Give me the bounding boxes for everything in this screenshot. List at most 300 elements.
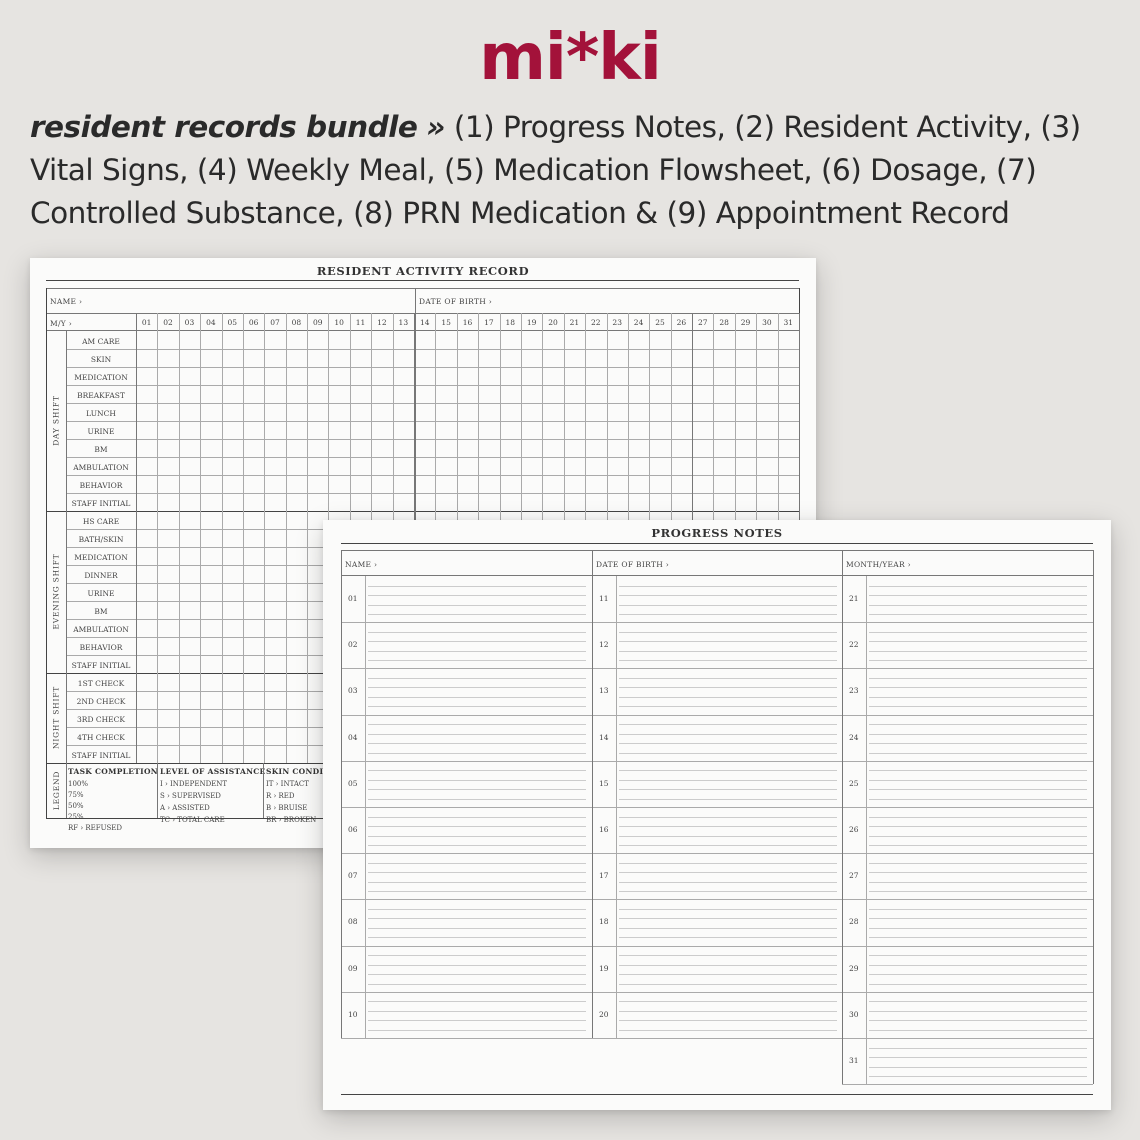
rule xyxy=(869,817,1087,818)
entry-number: 17 xyxy=(599,871,609,881)
entry-number: 22 xyxy=(849,640,859,650)
rule xyxy=(842,946,1093,947)
rule xyxy=(157,313,158,763)
entry-number: 26 xyxy=(849,825,859,834)
rule xyxy=(619,614,837,615)
rule xyxy=(592,622,843,623)
entry-number: 07 xyxy=(348,871,358,881)
rule xyxy=(46,280,799,281)
rule xyxy=(368,724,586,725)
rule xyxy=(619,586,837,587)
rule xyxy=(341,543,1093,544)
brand-logo: mi*ki xyxy=(479,21,661,95)
rule xyxy=(619,706,837,707)
day-header: 15 xyxy=(441,318,451,327)
rule xyxy=(368,632,586,633)
rule xyxy=(264,313,265,763)
section-label: NIGHT SHIFT xyxy=(51,685,61,750)
rule xyxy=(46,288,799,289)
rule xyxy=(619,937,837,938)
rule xyxy=(341,575,1093,576)
rule xyxy=(869,651,1087,652)
row-label: URINE xyxy=(87,589,115,598)
day-header: 01 xyxy=(141,318,152,327)
rule xyxy=(842,1084,1093,1085)
entry-number: 16 xyxy=(599,825,609,834)
rule xyxy=(619,780,837,781)
rule xyxy=(869,595,1087,596)
row-label: STAFF INITIAL xyxy=(71,751,131,760)
rule xyxy=(869,984,1087,985)
entry-number: 10 xyxy=(348,1009,358,1019)
sheet-title: PROGRESS NOTES xyxy=(651,526,783,540)
rule xyxy=(368,614,586,615)
rule xyxy=(368,863,586,864)
rule xyxy=(365,576,366,1038)
day-header: 19 xyxy=(526,318,537,327)
rule xyxy=(869,1020,1087,1021)
rule xyxy=(368,826,586,827)
rule xyxy=(341,853,592,854)
rule xyxy=(619,687,837,688)
rule xyxy=(842,899,1093,900)
rule xyxy=(869,1076,1087,1077)
day-header: 29 xyxy=(740,318,751,327)
rule xyxy=(619,1001,837,1002)
entry-number: 23 xyxy=(849,686,859,696)
row-label: STAFF INITIAL xyxy=(71,499,131,508)
day-header: 25 xyxy=(655,318,665,327)
entry-number: 12 xyxy=(599,640,609,650)
rule xyxy=(619,770,837,771)
headline xyxy=(30,106,1120,235)
day-header: 11 xyxy=(355,318,366,327)
entry-number: 11 xyxy=(599,594,609,603)
rule xyxy=(592,550,593,1038)
row-label: BREAKFAST xyxy=(77,391,125,400)
legend-item: R › RED xyxy=(266,792,295,800)
rule xyxy=(619,660,837,661)
day-header: 31 xyxy=(783,318,794,327)
entry-number: 13 xyxy=(599,686,609,696)
day-header: 23 xyxy=(612,318,622,327)
rule xyxy=(869,605,1087,606)
name-label: NAME › xyxy=(50,297,83,306)
rule xyxy=(869,780,1087,781)
day-header: 07 xyxy=(270,318,280,327)
rule xyxy=(869,1067,1087,1068)
my-label: M/Y › xyxy=(50,319,73,328)
rule xyxy=(341,550,342,1038)
rule xyxy=(842,1038,1093,1039)
rule xyxy=(368,836,586,837)
day-header: 05 xyxy=(227,318,237,327)
rule xyxy=(66,493,799,494)
rule xyxy=(66,330,67,763)
legend-item: B › BRUISE xyxy=(266,804,308,812)
row-label: BATH/SKIN xyxy=(78,535,124,544)
rule xyxy=(592,899,843,900)
rule xyxy=(46,313,799,314)
rule xyxy=(869,1057,1087,1058)
day-header: 22 xyxy=(591,318,601,327)
progress-notes-sheet xyxy=(323,520,1111,1110)
rule xyxy=(869,687,1087,688)
row-label: LUNCH xyxy=(86,409,116,418)
dob-label: DATE OF BIRTH › xyxy=(596,560,670,569)
rule xyxy=(869,697,1087,698)
rule xyxy=(616,576,617,1038)
rule xyxy=(66,439,799,440)
headline-items: (1) Progress Notes, (2) Resident Activity, (3) Vital Signs, (4) Weekly Meal, (5) Medication Flowsheet, (6) Dosage, (7) Controlled Substance, (8) PRN Medication & (9) Appointment Record xyxy=(30,110,1081,230)
rule xyxy=(869,678,1087,679)
row-label: AMBULATION xyxy=(73,463,129,472)
rule xyxy=(869,799,1087,800)
legend-title: TASK COMPLETION xyxy=(68,767,158,776)
rule xyxy=(619,955,837,956)
rule xyxy=(869,660,1087,661)
rule xyxy=(66,475,799,476)
entry-number: 30 xyxy=(849,1009,859,1019)
rule xyxy=(619,909,837,910)
rule xyxy=(869,641,1087,642)
legend-item: IT › INTACT xyxy=(266,780,309,788)
rule xyxy=(592,715,843,716)
rule xyxy=(368,965,586,966)
rule xyxy=(200,313,201,763)
rule xyxy=(368,753,586,754)
rule xyxy=(341,899,592,900)
rule xyxy=(869,974,1087,975)
entry-number: 18 xyxy=(599,917,609,927)
rule xyxy=(179,313,180,763)
rule xyxy=(368,872,586,873)
entry-number: 20 xyxy=(599,1009,609,1019)
rule xyxy=(341,807,592,808)
rule xyxy=(619,918,837,919)
rule xyxy=(286,313,287,763)
section-label: DAY SHIFT xyxy=(51,395,61,446)
dob-label: DATE OF BIRTH › xyxy=(419,297,493,306)
rule xyxy=(368,891,586,892)
rule xyxy=(341,668,592,669)
legend-item: 100% xyxy=(68,780,89,788)
rule xyxy=(869,1048,1087,1049)
row-label: HS CARE xyxy=(82,517,120,526)
rule xyxy=(869,1011,1087,1012)
day-header: 04 xyxy=(206,318,216,327)
legend-item: 50% xyxy=(68,802,84,810)
rule xyxy=(869,743,1087,744)
legend-item: I › INDEPENDENT xyxy=(160,780,228,788)
row-label: DINNER xyxy=(84,571,118,580)
day-header: 20 xyxy=(548,318,558,327)
rule xyxy=(368,882,586,883)
rule xyxy=(869,965,1087,966)
rule xyxy=(869,882,1087,883)
row-label: 2ND CHECK xyxy=(76,697,126,706)
row-label: 1ST CHECK xyxy=(77,679,125,688)
rule xyxy=(619,836,837,837)
entry-number: 02 xyxy=(348,640,358,650)
rule xyxy=(619,882,837,883)
rule xyxy=(619,697,837,698)
rule xyxy=(619,928,837,929)
legend-item: 25% xyxy=(68,813,84,821)
entry-number: 08 xyxy=(348,917,358,927)
entry-number: 05 xyxy=(348,778,358,788)
rule xyxy=(619,605,837,606)
row-label: SKIN xyxy=(90,355,112,364)
rule xyxy=(842,668,1093,669)
rule xyxy=(341,992,592,993)
rule xyxy=(842,807,1093,808)
rule xyxy=(368,974,586,975)
rule xyxy=(619,789,837,790)
rule xyxy=(341,622,592,623)
rule xyxy=(368,706,586,707)
rule xyxy=(619,891,837,892)
day-header: 03 xyxy=(184,318,195,327)
rule xyxy=(619,678,837,679)
rule xyxy=(368,789,586,790)
rule xyxy=(368,697,586,698)
rule xyxy=(619,863,837,864)
rule xyxy=(368,1011,586,1012)
rule xyxy=(368,928,586,929)
rule xyxy=(243,313,244,763)
entry-number: 06 xyxy=(348,825,358,834)
rule xyxy=(869,826,1087,827)
rule xyxy=(869,614,1087,615)
legend-item: 75% xyxy=(68,791,84,799)
rule xyxy=(842,715,1093,716)
rule xyxy=(869,632,1087,633)
rule xyxy=(869,845,1087,846)
row-label: BM xyxy=(94,445,108,454)
rule xyxy=(842,992,1093,993)
rule xyxy=(368,845,586,846)
rule xyxy=(368,817,586,818)
rule xyxy=(157,763,158,818)
rule xyxy=(869,928,1087,929)
rule xyxy=(869,1030,1087,1031)
rule xyxy=(869,872,1087,873)
rule xyxy=(368,743,586,744)
rule xyxy=(869,706,1087,707)
rule xyxy=(619,965,837,966)
rule xyxy=(368,734,586,735)
headline-bundle: resident records bundle xyxy=(30,110,418,144)
day-header: 18 xyxy=(505,318,516,327)
entry-number: 04 xyxy=(348,732,358,742)
rule xyxy=(619,1011,837,1012)
entry-number: 01 xyxy=(348,594,358,603)
rule xyxy=(368,909,586,910)
rule xyxy=(592,853,843,854)
rule xyxy=(869,789,1087,790)
rule xyxy=(619,974,837,975)
rule xyxy=(869,863,1087,864)
entry-number: 29 xyxy=(849,963,859,973)
rule xyxy=(869,753,1087,754)
rule xyxy=(869,955,1087,956)
rule xyxy=(619,1030,837,1031)
rule xyxy=(619,984,837,985)
rule xyxy=(368,984,586,985)
rule xyxy=(869,937,1087,938)
entry-number: 03 xyxy=(348,686,358,696)
rule xyxy=(869,770,1087,771)
rule xyxy=(368,1030,586,1031)
month-year-label: MONTH/YEAR › xyxy=(846,560,911,569)
entry-number: 25 xyxy=(849,778,859,788)
entry-number: 21 xyxy=(849,594,859,603)
section-label: EVENING SHIFT xyxy=(51,553,61,630)
entry-number: 19 xyxy=(599,963,609,973)
rule xyxy=(869,1001,1087,1002)
rule xyxy=(842,761,1093,762)
rule xyxy=(619,724,837,725)
rule xyxy=(46,330,799,331)
entry-number: 27 xyxy=(849,871,859,881)
rule xyxy=(869,724,1087,725)
rule xyxy=(619,651,837,652)
rule xyxy=(592,668,843,669)
rule xyxy=(66,763,67,818)
rule xyxy=(66,421,799,422)
day-header: 16 xyxy=(462,318,473,327)
row-label: BEHAVIOR xyxy=(79,481,123,490)
rule xyxy=(592,992,843,993)
rule xyxy=(66,403,799,404)
day-header: 09 xyxy=(313,318,323,327)
row-label: 3RD CHECK xyxy=(77,715,125,724)
entry-number: 14 xyxy=(599,732,609,742)
day-header: 24 xyxy=(633,318,644,327)
rule xyxy=(869,734,1087,735)
rule xyxy=(66,511,799,512)
day-header: 02 xyxy=(163,318,173,327)
rule xyxy=(869,586,1087,587)
rule xyxy=(368,595,586,596)
rule xyxy=(619,641,837,642)
rule xyxy=(341,946,592,947)
rule xyxy=(842,550,843,1084)
rule xyxy=(368,641,586,642)
rule xyxy=(866,576,867,1084)
legend-title: SKIN CONDI xyxy=(266,767,324,776)
rule xyxy=(619,743,837,744)
row-label: AM CARE xyxy=(82,337,120,346)
day-header: 06 xyxy=(248,318,259,327)
day-header: 14 xyxy=(419,318,430,327)
rule xyxy=(619,1020,837,1021)
rule xyxy=(592,946,843,947)
rule xyxy=(869,918,1087,919)
row-label: MEDICATION xyxy=(74,373,128,382)
legend-title: LEVEL OF ASSISTANCE xyxy=(160,767,266,776)
rule xyxy=(307,313,308,763)
row-label: 4TH CHECK xyxy=(77,733,125,742)
day-header: 13 xyxy=(398,318,409,327)
row-label: AMBULATION xyxy=(73,625,129,634)
rule xyxy=(619,826,837,827)
row-label: STAFF INITIAL xyxy=(71,661,131,670)
rule xyxy=(66,349,799,350)
rule xyxy=(415,288,416,313)
rule xyxy=(619,734,837,735)
rule xyxy=(368,1020,586,1021)
rule xyxy=(592,1038,843,1039)
rule xyxy=(619,632,837,633)
rule xyxy=(368,955,586,956)
rule xyxy=(222,313,223,763)
legend-item: RF › REFUSED xyxy=(68,824,123,832)
rule xyxy=(368,770,586,771)
rule xyxy=(66,385,799,386)
day-header: 10 xyxy=(334,318,344,327)
day-header: 21 xyxy=(569,318,580,327)
rule xyxy=(869,836,1087,837)
rule xyxy=(263,763,264,818)
rule xyxy=(341,761,592,762)
day-header: 08 xyxy=(291,318,302,327)
rule xyxy=(136,313,137,763)
day-header: 28 xyxy=(719,318,729,327)
entry-number: 24 xyxy=(849,732,859,742)
rule xyxy=(592,761,843,762)
rule xyxy=(66,457,799,458)
entry-number: 28 xyxy=(849,917,859,927)
row-label: MEDICATION xyxy=(74,553,128,562)
legend-item: BR › BROKEN xyxy=(266,816,317,824)
rule xyxy=(619,845,837,846)
rule xyxy=(368,799,586,800)
entry-number: 09 xyxy=(348,963,358,973)
row-label: BM xyxy=(94,607,108,616)
rule xyxy=(368,678,586,679)
row-label: BEHAVIOR xyxy=(79,643,123,652)
rule xyxy=(619,817,837,818)
legend-item: TC › TOTAL CARE xyxy=(160,816,225,824)
rule xyxy=(619,872,837,873)
legend-label: LEGEND xyxy=(51,770,61,810)
rule xyxy=(869,891,1087,892)
headline-separator: » xyxy=(426,110,445,144)
day-header: 27 xyxy=(697,318,708,327)
name-label: NAME › xyxy=(345,560,378,569)
rule xyxy=(368,780,586,781)
day-header: 17 xyxy=(484,318,494,327)
rule xyxy=(368,605,586,606)
rule xyxy=(842,622,1093,623)
rule xyxy=(341,715,592,716)
rule xyxy=(619,799,837,800)
rule xyxy=(592,807,843,808)
rule xyxy=(368,918,586,919)
rule xyxy=(619,753,837,754)
day-header: 26 xyxy=(676,318,687,327)
rule xyxy=(619,595,837,596)
rule xyxy=(341,550,1093,551)
rule xyxy=(368,586,586,587)
legend-item: S › SUPERVISED xyxy=(160,792,221,800)
rule xyxy=(842,853,1093,854)
rule xyxy=(46,288,47,818)
rule xyxy=(66,367,799,368)
rule xyxy=(1093,550,1094,1084)
